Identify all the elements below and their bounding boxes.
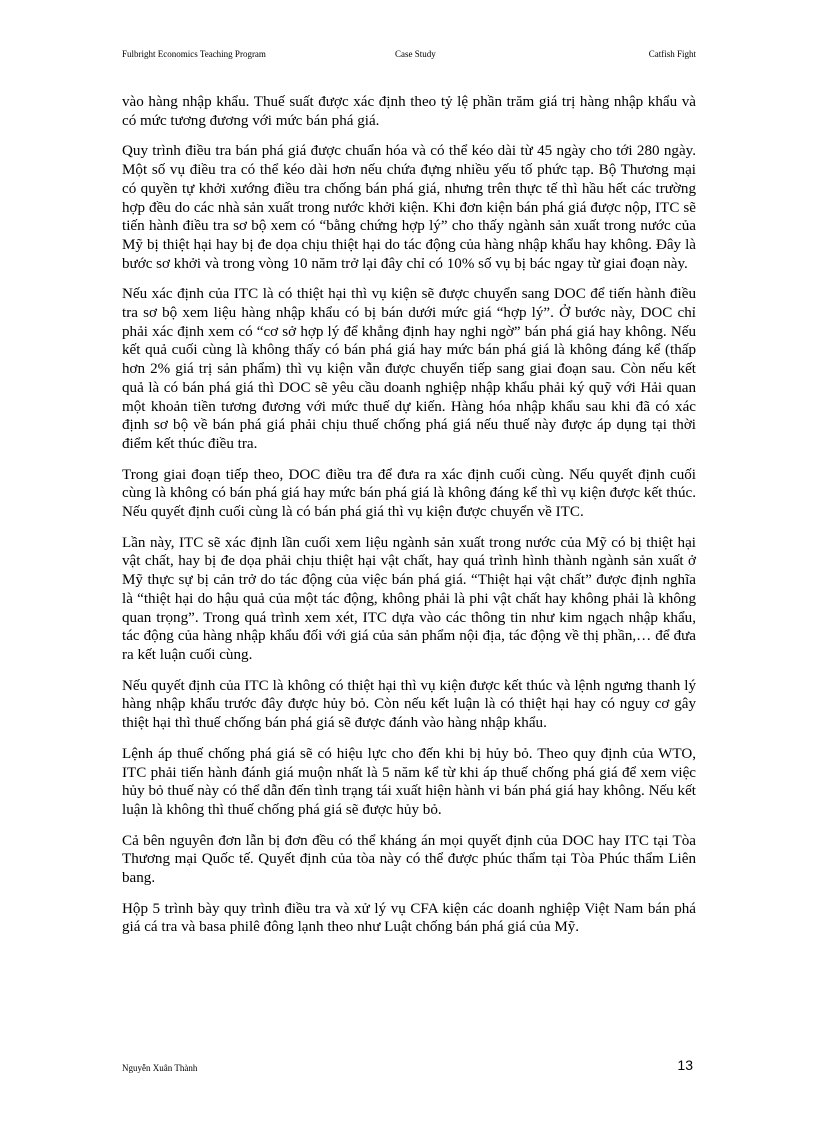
paragraph-1: vào hàng nhập khẩu. Thuế suất được xác định theo tỷ lệ phần trăm giá trị hàng nhập khẩu và có mức tương đương với mức bán phá giá. bbox=[122, 94, 696, 129]
page-header bbox=[122, 47, 696, 61]
paragraph-2: Quy trình điều tra bán phá giá được chuẩn hóa và có thể kéo dài từ 45 ngày cho tới 280 ngày. Một số vụ điều tra có thể kéo dài hơn nếu chứa đựng nhiều yếu tố phức tạp. Bộ Thương mại có quyền tự khởi xướng điều tra chống bán phá giá, nhưng trên thực tế thì hầu hết các trường hợp đều do các nhà sản xuất trong nước khởi kiện. Khi đơn kiện bán phá giá được nộp, ITC sẽ tiến hành điều tra sơ bộ xem có “bằng chứng hợp lý” cho thấy ngành sản xuất trong nước của Mỹ bị thiệt hại hay bị đe dọa chịu thiệt hại do tác động của hàng nhập khẩu hay không. Đây là bước sơ khởi và trong vòng 10 năm trở lại đây chỉ có 10% số vụ bị bác ngay từ giai đoạn này. bbox=[122, 143, 696, 272]
header-program-name: Fulbright Economics Teaching Program bbox=[122, 49, 266, 59]
paragraph-3: Nếu xác định của ITC là có thiệt hại thì vụ kiện sẽ được chuyển sang DOC để tiến hành điều tra sơ bộ xem liệu hàng nhập khẩu có bị bán dưới mức giá “hợp lý”. Ở bước này, DOC chỉ phải xác định xem có “cơ sở hợp lý để khẳng định hay nghi ngờ” bán phá giá hay không. Nếu kết quả cuối cùng là không thấy có bán phá giá hay mức bán phá giá là không đáng kể (thấp hơn 2% giá trị sản phẩm) thì vụ kiện vẫn được chuyển tiếp sang giai đoạn sau. Còn nếu kết quả là có bán phá giá thì DOC sẽ yêu cầu doanh nghiệp nhập khẩu phải ký quỹ với Hải quan một khoản tiền tương đương với mức thuế dự kiến. Hàng hóa nhập khẩu sau khi đã có xác định sơ bộ về bán phá giá phải chịu thuế chống phá giá nếu thuế này được áp dụng tại thời điểm kết thúc điều tra. bbox=[122, 286, 696, 452]
paragraph-7: Lệnh áp thuế chống phá giá sẽ có hiệu lực cho đến khi bị hủy bỏ. Theo quy định của WTO, ITC phải tiến hành đánh giá muộn nhất là 5 năm kể từ khi áp thuế chống phá giá để xem việc hủy bỏ thuế này có thể dẫn đến tình trạng tái xuất hiện hành vi bán phá giá hay không. Nếu kết luận là không thì thuế chống phá giá sẽ được hủy bỏ. bbox=[122, 745, 696, 818]
paragraph-8: Cả bên nguyên đơn lẫn bị đơn đều có thể kháng án mọi quyết định của DOC hay ITC tại Tòa Thương mại Quốc tế. Quyết định của tòa này có thể được phúc thẩm tại Tòa Phúc thẩm Liên bang. bbox=[122, 832, 696, 887]
footer-author: Nguyễn Xuân Thành bbox=[122, 1063, 198, 1073]
page-number: 13 bbox=[677, 1057, 693, 1073]
header-document-type: Case Study bbox=[395, 49, 436, 59]
paragraph-9: Hộp 5 trình bày quy trình điều tra và xử lý vụ CFA kiện các doanh nghiệp Việt Nam bán phá giá cá tra và basa philê đông lạnh theo như Luật chống bán phá giá của Mỹ. bbox=[122, 900, 696, 936]
paragraph-6: Nếu quyết định của ITC là không có thiệt hại thì vụ kiện được kết thúc và lệnh ngưng thanh lý hàng nhập khẩu trước đây được hủy bỏ. Còn nếu kết luận là có thiệt hại hay có nguy cơ gây thiệt hại thì thuế chống bán phá giá sẽ được đánh vào hàng nhập khẩu. bbox=[122, 677, 696, 732]
page-footer bbox=[122, 1056, 696, 1076]
paragraph-5: Lần này, ITC sẽ xác định lần cuối xem liệu ngành sản xuất trong nước của Mỹ có bị thiệt hại vật chất, hay bị đe dọa phải chịu thiệt hại vật chất, hay quá trình hình thành ngành sản xuất ở Mỹ thực sự bị cản trở do tác động của việc bán phá giá. “Thiệt hại vật chất” được định nghĩa là “thiệt hại do hậu quả của một tác động, không phải là phi vật chất hay không phải là không quan trọng”. Trong quá trình xem xét, ITC dựa vào các thông tin như kim ngạch nhập khẩu, tác động của hàng nhập khẩu đối với giá của sản phẩm nội địa, tác động về thị phần,… để đưa ra kết luận cuối cùng. bbox=[122, 534, 696, 663]
body-text bbox=[122, 93, 696, 949]
paragraph-4: Trong giai đoạn tiếp theo, DOC điều tra để đưa ra xác định cuối cùng. Nếu quyết định cuối cùng là không có bán phá giá hay mức bán phá giá là không đáng kể thì vụ kiện được kết thúc. Nếu quyết định cuối cùng là có bán phá giá thì vụ kiện được chuyển về ITC. bbox=[122, 466, 696, 521]
header-case-title: Catfish Fight bbox=[648, 49, 696, 59]
